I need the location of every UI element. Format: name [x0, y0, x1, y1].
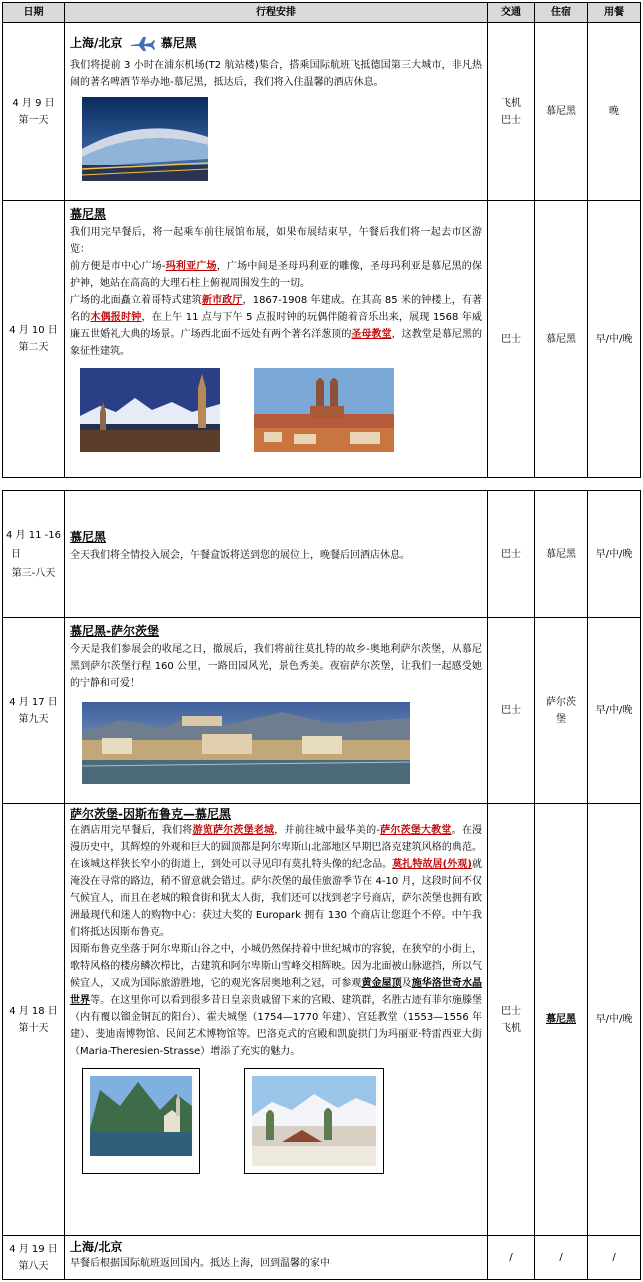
- meal-cell: 早/中/晚: [588, 491, 641, 618]
- date-text: 4 月 19 日: [9, 1243, 58, 1255]
- plan-cell: [65, 618, 488, 804]
- highlight-attraction: 木偶报时钟: [90, 312, 142, 323]
- munich-mountain-view-photo: [80, 368, 220, 452]
- bold-attraction: 施华洛世奇水晶世界: [70, 978, 483, 1006]
- header-meal: 用餐: [588, 3, 641, 23]
- hotel-cell: [535, 618, 588, 804]
- day-row-2: [3, 201, 641, 478]
- highlight-attraction: 莫扎特故居(外观): [392, 859, 472, 870]
- transport-cell: [488, 23, 535, 201]
- date-cell: [3, 491, 65, 618]
- highlight-attraction: 新市政厅: [201, 295, 243, 306]
- bold-attraction: 黄金屋顶: [361, 978, 402, 989]
- day-text: 第二天: [18, 342, 49, 353]
- munich-cathedral-photo: [254, 368, 394, 452]
- header-hotel: 住宿: [535, 3, 588, 23]
- day-row-4: [3, 618, 641, 804]
- itinerary-table-2: [2, 490, 641, 1280]
- itinerary-table-1: [2, 2, 641, 478]
- day-title: 萨尔茨堡-因斯布鲁克—慕尼黑: [70, 807, 231, 821]
- header-date: 日期: [3, 3, 65, 23]
- date-text: 4 月 10 日: [9, 325, 58, 336]
- day-row-3: [3, 491, 641, 618]
- transport-text: 巴士: [501, 1005, 521, 1017]
- paragraph: 广场的北面矗立着哥特式建筑新市政厅，1867-1908 年建成。在其高 85 米的钟楼上，有著名的木偶报时钟，在上午 11 点与下午 5 点报时钟的玩偶伴随着音乐出来，展现 1568 年威廉五世婚礼大典的场景。广场西北面不远处有两个著名洋葱顶的圣母教堂，这教堂是慕尼黑的象征性建筑。: [70, 295, 483, 357]
- transport-text: 巴士: [501, 114, 521, 126]
- hotel-cell: 慕尼黑: [535, 23, 588, 201]
- plan-cell: [65, 201, 488, 478]
- day-row-6: [3, 1236, 641, 1280]
- date-text: 4 月 17 日: [9, 696, 58, 708]
- paragraph: 在酒店用完早餐后，我们将游览萨尔茨堡老城，并前往城中最华美的-萨尔茨堡大教堂。在漫漫历史中，其辉煌的外观和巨大的圆顶都是阿尔卑斯山北部地区早期巴洛克建筑风格的典范。在该城这样狭长窄小的街道上，到处可以寻见印有莫扎特头像的纪念品。莫扎特故居(外观)就淹没在寻常的路边，稍不留意就会错过。萨尔茨堡的最佳旅游季节在 4-10 月，这段时间不仅气候宜人，而且在老城的粮食街和犹太人街，我们还可以找到老字号商店，萨尔茨堡也拥有欧洲最现代和迷人的购物中心：获过大奖的 Europark 拥有 130 个商店让您逛个不停。中午我们将抵达因斯布鲁克。: [70, 825, 483, 938]
- date-text: 4 月 11 -16: [6, 529, 61, 541]
- hotel-cell: 慕尼黑: [535, 491, 588, 618]
- airplane-icon: [129, 36, 155, 52]
- header-transport: 交通: [488, 3, 535, 23]
- salzburg-panorama-photo: [82, 702, 410, 784]
- date-text: 4 月 18 日: [9, 1005, 58, 1017]
- day-text: 第九天: [18, 713, 49, 725]
- day-description: 我们将提前 3 小时在浦东机场(T2 航站楼)集合，搭乘国际航班飞抵德国第三大城市，非凡热闹的著名啤酒节举办地-慕尼黑，抵达后，我们将入住温馨的酒店休息。: [70, 60, 482, 88]
- date-cell: [3, 201, 65, 478]
- plan-cell: [65, 1236, 488, 1280]
- meal-cell: 早/中/晚: [588, 618, 641, 804]
- day-text: 第十天: [18, 1022, 49, 1034]
- hotel-cell: 慕尼黑: [535, 201, 588, 478]
- meal-cell: /: [588, 1236, 641, 1280]
- meal-cell: 晚: [588, 23, 641, 201]
- day-row-5: [3, 804, 641, 1236]
- highlight-attraction: 萨尔茨堡大教堂: [379, 825, 452, 836]
- day-description: 早餐后根据国际航班返回国内。抵达上海，回到温馨的家中: [70, 1258, 330, 1269]
- hotel-text: 萨尔茨: [546, 696, 576, 708]
- photo-frame: [244, 1068, 384, 1174]
- transport-cell: /: [488, 1236, 535, 1280]
- hallstatt-lake-photo: [90, 1076, 192, 1156]
- day-title: 上海/北京: [70, 1240, 123, 1254]
- meal-cell: 早/中/晚: [588, 201, 641, 478]
- day-text: 第三-八天: [11, 567, 56, 579]
- day-row-1: [3, 23, 641, 201]
- day-description: 全天我们将全情投入展会，午餐盒饭将送到您的展位上，晚餐后回酒店休息。: [70, 550, 410, 561]
- date-cell: [3, 1236, 65, 1280]
- plan-cell: [65, 491, 488, 618]
- photo-frame: [82, 1068, 200, 1174]
- date-cell: [3, 23, 65, 201]
- paragraph: 前方便是市中心广场-玛利亚广场，广场中间是圣母玛利亚的雕像，圣母玛利亚是慕尼黑的保护神，她站在高高的大理石柱上俯视周围发生的一切。: [70, 261, 483, 289]
- highlight-attraction: 玛利亚广场: [165, 261, 217, 272]
- day-title: 慕尼黑-萨尔茨堡: [70, 624, 159, 638]
- airport-terminal-photo: [82, 97, 208, 181]
- highlight-attraction: 圣母教堂: [351, 329, 392, 340]
- day-description: 今天是我们参展会的收尾之日，撤展后，我们将前往莫扎特的故乡-奥地利萨尔茨堡，从慕尼黑到萨尔茨堡行程 160 公里，一路田园风光，景色秀美。夜宿萨尔茨堡，让我们一起感受她的宁静和可爱！: [70, 644, 482, 689]
- day-title: 慕尼黑: [70, 530, 107, 544]
- paragraph: 我们用完早餐后，将一起乘车前往展馆布展，如果布展结束早，午餐后我们将一起去市区游览：: [70, 227, 482, 255]
- hotel-text: 慕尼黑: [546, 1014, 576, 1025]
- plan-cell: [65, 804, 488, 1236]
- transport-cell: 巴士: [488, 201, 535, 478]
- photo-row: [80, 368, 482, 452]
- date-text: 4 月 9 日: [12, 97, 55, 109]
- transport-cell: [488, 804, 535, 1236]
- date-text: 日: [11, 548, 21, 560]
- photo-row: [82, 1068, 482, 1174]
- date-cell: [3, 618, 65, 804]
- meal-cell: 早/中/晚: [588, 804, 641, 1236]
- hotel-text: 堡: [556, 713, 566, 725]
- transport-cell: 巴士: [488, 491, 535, 618]
- date-cell: [3, 804, 65, 1236]
- transport-text: 飞机: [501, 97, 521, 109]
- plan-cell: [65, 23, 488, 201]
- day-title: 慕尼黑: [70, 207, 107, 221]
- paragraph: 因斯布鲁克坐落于阿尔卑斯山谷之中，小城仍然保持着中世纪城市的容貌，在狭窄的小街上，歌特风格的楼房鳞次栉比，古建筑和阿尔卑斯山雪峰交相辉映。因为北面被山脉遮挡，所以气候宜人，又成为国际旅游胜地，它的观光客居奥地利之冠，可参观黄金屋顶及施华洛世奇水晶世界等。在这里你可以看到很多昔日皇亲贵戚留下来的宫殿、建筑群，名胜古迹有菲尔施滕堡（内有覆以镏金铜瓦的阳台）、霍夫城堡（1754—1770 年建）、宫廷教堂（1553—1556 年建）、斐迪南博物馆、民间艺术博物馆等。巴洛克式的宫殿和凯旋拱门为玛丽亚·特雷西亚大街（Maria-Theresien-Strasse）增添了充实的魅力。: [70, 944, 483, 1057]
- day-title: 上海/北京 慕尼黑: [70, 36, 197, 50]
- highlight-attraction: 游览萨尔茨堡老城: [192, 825, 275, 836]
- hotel-cell: [535, 804, 588, 1236]
- innsbruck-church-photo: [252, 1076, 376, 1166]
- header-plan: 行程安排: [65, 3, 488, 23]
- header-row: [3, 3, 641, 23]
- hotel-cell: /: [535, 1236, 588, 1280]
- day-text: 第八天: [18, 1260, 49, 1272]
- day-text: 第一天: [18, 114, 49, 126]
- transport-cell: 巴士: [488, 618, 535, 804]
- transport-text: 飞机: [501, 1022, 521, 1034]
